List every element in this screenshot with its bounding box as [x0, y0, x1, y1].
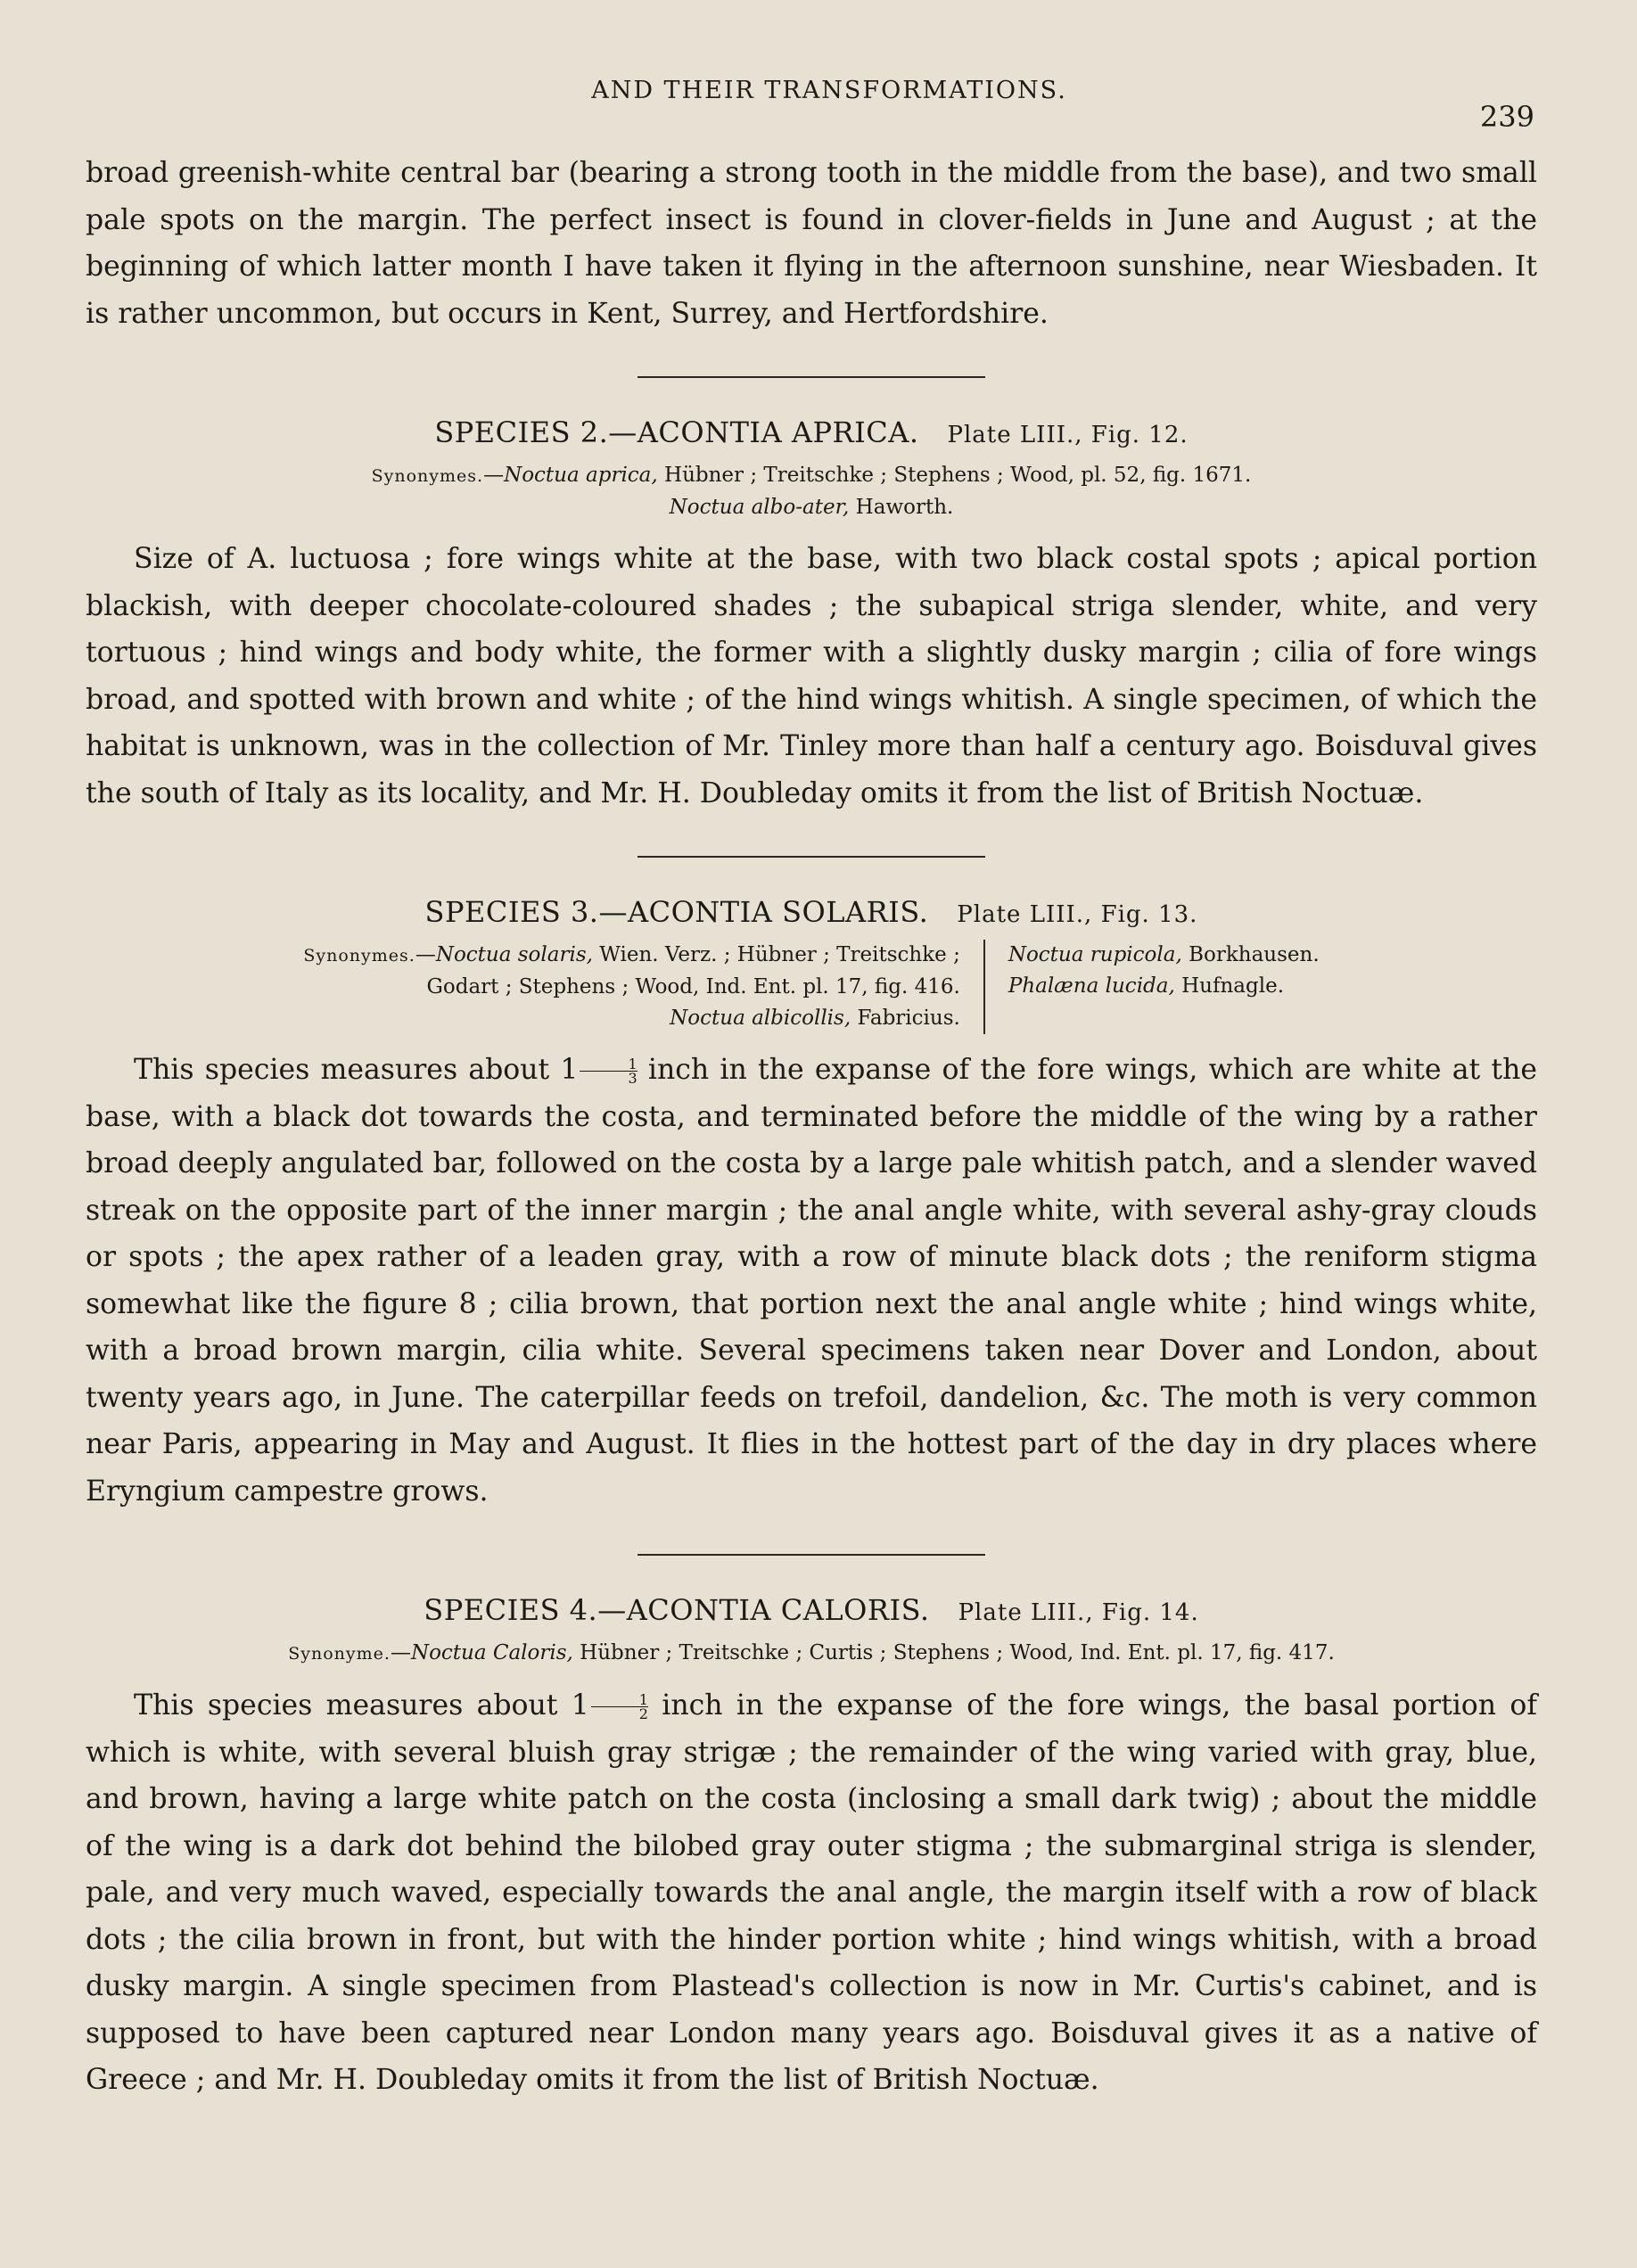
synonym-name: Noctua albo-ater, — [669, 496, 850, 519]
section-divider — [638, 376, 985, 378]
synonym-name: Noctua rupicola, — [1008, 943, 1182, 966]
synonym-refs: Wien. Verz. ; Hübner ; Treitschke ; — [592, 943, 960, 966]
fraction-denominator: 3 — [628, 1070, 638, 1087]
running-head: AND THEIR TRANSFORMATIONS. — [591, 77, 1067, 104]
synonyms-label: Synonymes. — [371, 466, 484, 486]
page-body — [86, 150, 1537, 2104]
species-3-description — [86, 1047, 1537, 1515]
synonym-refs: Fabricius. — [851, 1007, 960, 1030]
description-rest: inch in the expanse of the fore wings, which are white at the base, with a black dot towards the costa, and terminated before the middle of the wing by a rather broad deeply angulated bar, followed on the costa by a large pale whitish patch, and a slender waved streak on the opposite part of the inner margin ; the anal angle white, with several ashy-gray clouds or spots ; the apex rather of a leaden gray, with a row of minute black dots ; the reniform stigma somewhat like the figure 8 ; cilia brown, that portion next the anal angle white ; hind wings white, with a broad brown margin, cilia white. Several specimens taken near Dover and London, about twenty years ago, in June. The caterpillar feeds on trefoil, dandelion, &c. The moth is very common near Paris, appearing in May and August. It flies in the hottest part of the day in dry places where Eryngium campestre grows. — [86, 1054, 1538, 1508]
synonym-name: Noctua albicollis, — [670, 1007, 851, 1030]
fraction-numerator: 1 — [591, 1693, 648, 1707]
synonym-refs: Borkhausen. — [1181, 943, 1320, 966]
fraction-numerator: 1 — [580, 1057, 637, 1072]
fraction-denominator: 2 — [638, 1705, 648, 1722]
synonyms-right-column — [985, 940, 1320, 1034]
species-3-title: SPECIES 3.—ACONTIA SOLARIS. — [424, 895, 929, 929]
species-2-synonyms: Synonymes.—Noctua aprica, Hübner ; Treitschke ; Stephens ; Wood, pl. 52, fig. 1671. Noctua albo-ater, Haworth. — [371, 464, 1252, 519]
species-4-heading — [86, 1593, 1537, 1627]
species-3-synonyms — [86, 940, 1537, 1034]
species-2-description: Size of A. luctuosa ; fore wings white at the base, with two black costal spots ; apical portion blackish, with deeper chocolate-coloured shades ; the subapical striga slender, white, and very tortuous ; hind wings and body white, the former with a slightly dusky margin ; cilia of fore wings broad, and spotted with brown and white ; of the hind wings whitish. A single specimen, of which the habitat is unknown, was in the collection of Mr. Tinley more than half a century ago. Boisduval gives the south of Italy as its locality, and Mr. H. Doubleday omits it from the list of British Noctuæ. — [86, 543, 1537, 809]
species-4-title: SPECIES 4.—ACONTIA CALORIS. — [424, 1593, 930, 1627]
species-4-description — [86, 1682, 1537, 2104]
description-rest: inch in the expanse of the fore wings, the basal portion of which is white, with several bluish gray strigæ ; the remainder of the wing varied with gray, blue, and brown, having a large white patch on the costa (inclosing a small dark twig) ; about the middle of the wing is a dark dot behind the bilobed gray outer stigma ; the submarginal striga is slender, pale, and very much waved, especially towards the anal angle, the margin itself with a row of black dots ; the cilia brown in front, but with the hinder portion white ; hind wings whitish, with a broad dusky margin. A single specimen from Plastead's collection is now in Mr. Curtis's cabinet, and is supposed to have been captured near London many years ago. Boisduval gives it as a native of Greece ; and Mr. H. Doubleday omits it from the list of British Noctuæ. — [86, 1689, 1537, 2096]
fraction — [591, 1693, 648, 1721]
synonym-refs: Hufnagle. — [1174, 974, 1285, 998]
synonyms-left-column: Synonymes.—Noctua solaris, Wien. Verz. ; Hübner ; Treitschke ; Godart ; Stephens ; Wood, Ind. Ent. pl. 17, fig. 416. Noctua albicollis, Fabricius. — [303, 940, 984, 1034]
synonym-name: Noctua Caloris, — [410, 1641, 573, 1664]
species-3-plate: Plate LIII., Fig. 13. — [957, 901, 1198, 928]
species-4-plate: Plate LIII., Fig. 14. — [958, 1599, 1199, 1626]
description-start: This species measures about 1 — [134, 1689, 589, 1722]
species-2-title: SPECIES 2.—ACONTIA APRICA. — [434, 415, 919, 449]
synonym-refs: Hübner ; Treitschke ; Stephens ; Wood, pl. 52, fig. 1671. — [657, 464, 1252, 487]
section-divider — [638, 1554, 985, 1556]
description-start: This species measures about 1 — [134, 1054, 579, 1086]
page-number: 239 — [1479, 100, 1534, 134]
fraction — [580, 1057, 637, 1085]
synonyms-label: Synonyme. — [288, 1644, 391, 1664]
species-2-heading — [86, 415, 1537, 449]
synonym-name: Noctua solaris, — [435, 943, 593, 966]
intro-paragraph: broad greenish-white central bar (bearing a strong tooth in the middle from the base), and two small pale spots on the margin. The perfect insect is found in clover-fields in June and August ; at the beginning of which latter month I have taken it flying in the afternoon sunshine, near Wiesbaden. It is rather uncommon, but occurs in Kent, Surrey, and Hertfordshire. — [86, 157, 1537, 330]
synonym-refs: Hübner ; Treitschke ; Curtis ; Stephens ; Wood, Ind. Ent. pl. 17, fig. 417. — [572, 1641, 1335, 1664]
species-2-plate: Plate LIII., Fig. 12. — [947, 422, 1189, 448]
species-4-synonyms: Synonyme.—Noctua Caloris, Hübner ; Treitschke ; Curtis ; Stephens ; Wood, Ind. Ent. pl. 17, fig. 417. — [288, 1641, 1335, 1664]
synonym-name: Phalæna lucida, — [1008, 974, 1175, 998]
synonym-refs: Haworth. — [849, 496, 954, 519]
synonym-name: Noctua aprica, — [504, 464, 658, 487]
section-divider — [638, 856, 985, 858]
species-3-heading — [86, 895, 1537, 929]
synonym-refs: Godart ; Stephens ; Wood, Ind. Ent. pl. 17, fig. 416. — [426, 975, 960, 998]
synonyms-label: Synonymes. — [303, 946, 415, 966]
